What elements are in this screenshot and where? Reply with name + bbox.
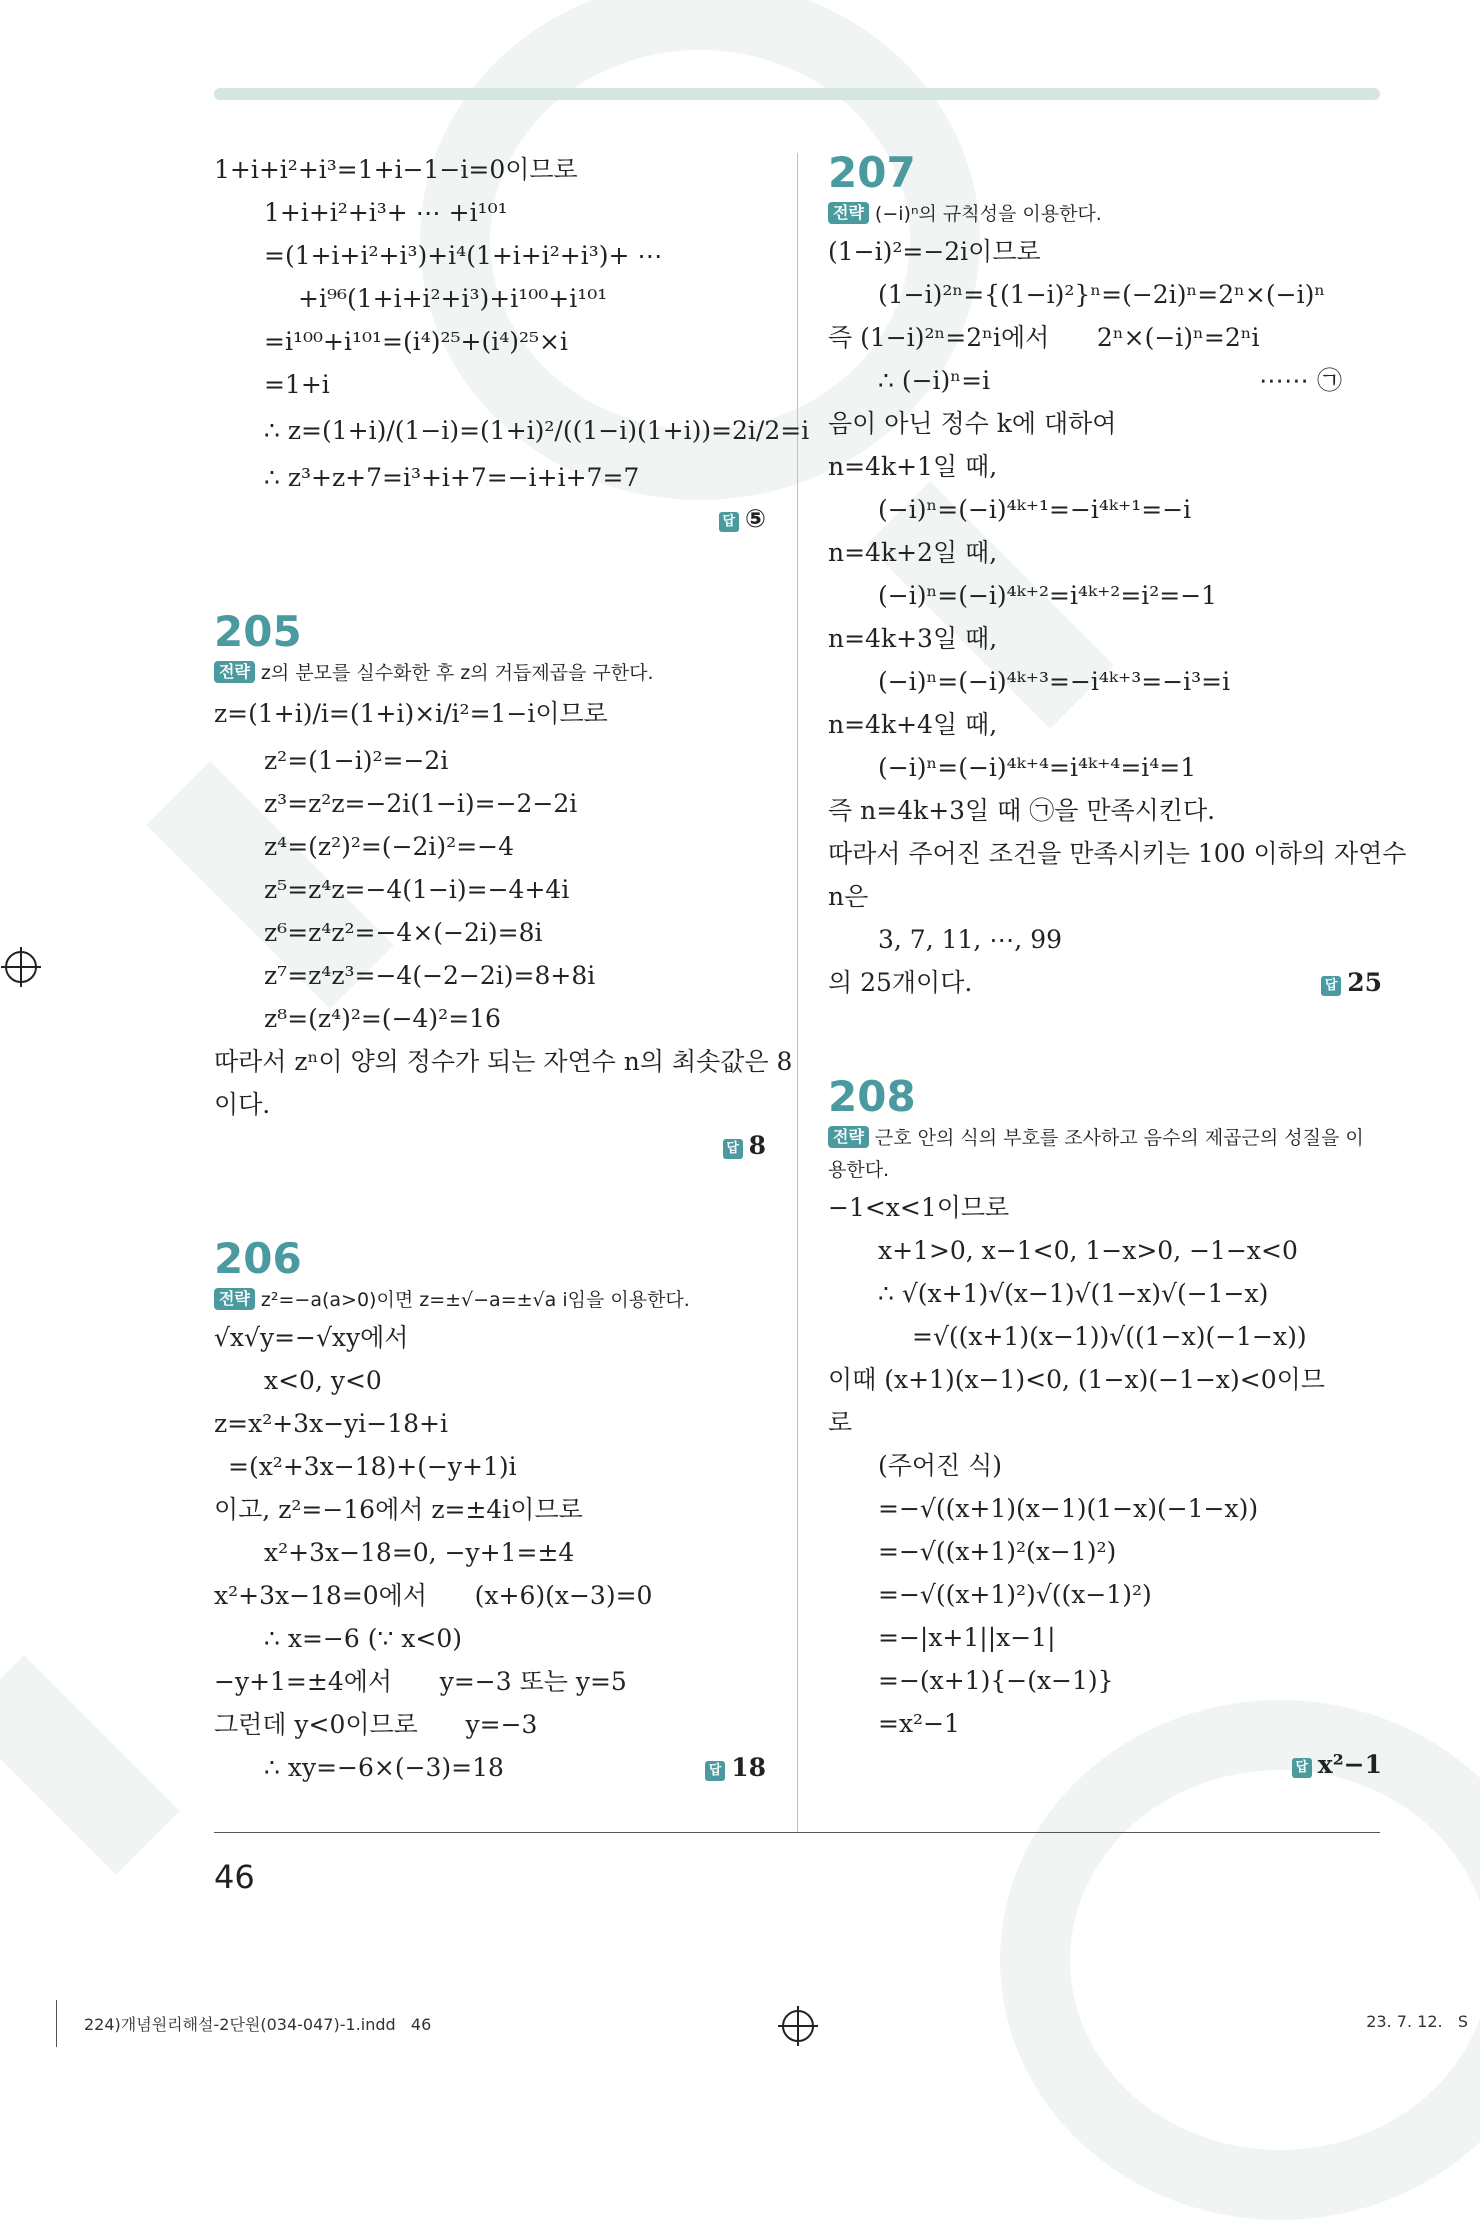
answer-value: 18 — [731, 1753, 766, 1782]
answer-value: x²−1 — [1317, 1750, 1382, 1779]
solution-line: z³=z²z=−2i(1−i)=−2−2i — [264, 789, 578, 818]
strategy-line — [214, 657, 766, 689]
solution-line: 로 — [828, 1408, 853, 1437]
solution-line: z=(1+i)/i=(1+i)×i/i²=1−i이므로 — [214, 699, 608, 728]
solution-line: ∴ z³+z+7=i³+i+7=−i+i+7=7 — [264, 463, 640, 492]
top-decorative-bar — [214, 88, 1380, 100]
problem-208 — [828, 1072, 1382, 1785]
answer-line — [214, 1126, 766, 1166]
solution-line: 이고, z²=−16에서 z=±4i이므로 — [214, 1495, 583, 1524]
crop-mark — [56, 2000, 57, 2047]
strategy-text: 근호 안의 식의 부호를 조사하고 음수의 제곱근의 성질을 이용한다. — [828, 1127, 1364, 1181]
solution-line: =−|x+1||x−1| — [878, 1623, 1056, 1652]
solution-line: 이때 (x+1)(x−1)<0, (1−x)(−1−x)<0이므 — [828, 1365, 1325, 1394]
solution-line: =−√((x+1)²(x−1)²) — [878, 1537, 1117, 1566]
solution-line: (−i)ⁿ=(−i)⁴ᵏ⁺⁴=i⁴ᵏ⁺⁴=i⁴=1 — [878, 753, 1197, 782]
strategy-line — [828, 198, 1382, 230]
page-number: 46 — [214, 1858, 255, 1896]
solution-line: =−√((x+1)(x−1)(1−x)(−1−x)) — [878, 1494, 1259, 1523]
strategy-line — [214, 1284, 766, 1316]
problem-number: 208 — [828, 1072, 916, 1121]
strategy-tag: 전략 — [828, 202, 869, 224]
solution-line: z²=(1−i)²=−2i — [264, 746, 449, 775]
equation-marker: ⋯⋯ ㉠ — [1259, 366, 1342, 395]
solution-line: =(x²+3x−18)+(−y+1)i — [228, 1452, 517, 1481]
bottom-rule — [214, 1832, 1380, 1833]
problem-206 — [214, 1234, 766, 1789]
answer-line — [705, 1746, 766, 1789]
left-column — [214, 148, 810, 1789]
solution-line: 그런데 y<0이므로 y=−3 — [214, 1710, 538, 1739]
solution-line: z⁴=(z²)²=(−2i)²=−4 — [264, 832, 514, 861]
prev-solution — [214, 148, 810, 539]
solution-line: 따라서 주어진 조건을 만족시키는 100 이하의 자연수 — [828, 839, 1407, 868]
solution-line: x<0, y<0 — [264, 1366, 382, 1395]
strategy-tag: 전략 — [828, 1126, 869, 1148]
solution-line: =√((x+1)(x−1))√((1−x)(−1−x)) — [912, 1322, 1307, 1351]
solution-line: n=4k+4일 때, — [828, 710, 998, 739]
problem-number: 205 — [214, 607, 302, 656]
solution-line: n=4k+2일 때, — [828, 538, 998, 567]
registration-mark-icon — [5, 951, 37, 983]
answer-value: ⑤ — [744, 504, 766, 533]
answer-icon: 답 — [1292, 1758, 1312, 1778]
solution-line: 이다. — [214, 1090, 271, 1119]
solution-line: −y+1=±4에서 y=−3 또는 y=5 — [214, 1667, 627, 1696]
answer-value: 25 — [1347, 968, 1382, 997]
solution-line: (−i)ⁿ=(−i)⁴ᵏ⁺³=−i⁴ᵏ⁺³=−i³=i — [878, 667, 1231, 696]
solution-line: 3, 7, 11, ⋯, 99 — [878, 925, 1063, 954]
strategy-text: z의 분모를 실수화한 후 z의 거듭제곱을 구한다. — [260, 662, 654, 684]
solution-line: =(1+i+i²+i³)+i⁴(1+i+i²+i³)+ ⋯ — [264, 241, 663, 270]
answer-icon: 답 — [705, 1761, 725, 1781]
solution-line: 즉 n=4k+3일 때 ㉠을 만족시킨다. — [828, 796, 1216, 825]
solution-line: √x√y=−√xy에서 — [214, 1323, 409, 1352]
solution-line: 1+i+i²+i³=1+i−1−i=0이므로 — [214, 155, 578, 184]
solution-line: ∴ x=−6 (∵ x<0) — [264, 1624, 463, 1653]
solution-line: (1−i)²=−2i이므로 — [828, 237, 1041, 266]
solution-line: =i¹⁰⁰+i¹⁰¹=(i⁴)²⁵+(i⁴)²⁵×i — [264, 327, 568, 356]
problem-number: 207 — [828, 148, 916, 197]
solution-line: x²+3x−18=0에서 (x+6)(x−3)=0 — [214, 1581, 653, 1610]
solution-text: ∴ (−i)ⁿ=i — [878, 366, 991, 395]
answer-icon: 답 — [719, 512, 739, 532]
watermark-bar — [0, 1655, 180, 1874]
problem-207 — [828, 148, 1407, 1004]
solution-line: =1+i — [264, 370, 330, 399]
solution-line: 즉 (1−i)²ⁿ=2ⁿi에서 2ⁿ×(−i)ⁿ=2ⁿi — [828, 323, 1260, 352]
answer-value: 8 — [748, 1131, 766, 1160]
problem-number: 206 — [214, 1234, 302, 1283]
problem-205 — [214, 607, 793, 1166]
solution-line: z=x²+3x−yi−18+i — [214, 1409, 448, 1438]
right-column — [828, 148, 1407, 1785]
solution-line: z⁸=(z⁴)²=(−4)²=16 — [264, 1004, 501, 1033]
solution-line: (주어진 식) — [878, 1451, 1003, 1480]
solution-line: 1+i+i²+i³+ ⋯ +i¹⁰¹ — [264, 198, 508, 227]
solution-text: 의 25개이다. — [828, 968, 973, 997]
solution-line: n=4k+3일 때, — [828, 624, 998, 653]
solution-line — [828, 961, 1382, 1004]
strategy-tag: 전략 — [214, 661, 255, 683]
answer-line — [214, 499, 766, 539]
solution-line: =−(x+1){−(x−1)} — [878, 1666, 1114, 1695]
solution-line: ∴ z=(1+i)/(1−i)=(1+i)²/((1−i)(1+i))=2i/2=i — [264, 416, 810, 445]
strategy-tag: 전략 — [214, 1288, 255, 1310]
answer-line — [828, 1745, 1382, 1785]
solution-line: 음이 아닌 정수 k에 대하여 — [828, 409, 1117, 438]
strategy-text: z²=−a(a>0)이면 z=±√−a=±√a i임을 이용한다. — [260, 1289, 690, 1311]
solution-line: 따라서 zⁿ이 양의 정수가 되는 자연수 n의 최솟값은 8 — [214, 1047, 793, 1076]
solution-line — [828, 359, 1382, 402]
solution-line: =x²−1 — [878, 1709, 960, 1738]
answer-line — [1321, 961, 1382, 1004]
solution-line: z⁵=z⁴z=−4(1−i)=−4+4i — [264, 875, 570, 904]
strategy-text: (−i)ⁿ의 규칙성을 이용한다. — [874, 203, 1102, 225]
answer-icon: 답 — [1321, 976, 1341, 996]
solution-line: n은 — [828, 882, 869, 911]
solution-line: (−i)ⁿ=(−i)⁴ᵏ⁺²=i⁴ᵏ⁺²=i²=−1 — [878, 581, 1218, 610]
solution-line: ∴ √(x+1)√(x−1)√(1−x)√(−1−x) — [878, 1279, 1269, 1308]
solution-line: −1<x<1이므로 — [828, 1193, 1010, 1222]
column-divider — [797, 153, 798, 1833]
solution-text: ∴ xy=−6×(−3)=18 — [264, 1753, 504, 1782]
solution-line: +i⁹⁶(1+i+i²+i³)+i¹⁰⁰+i¹⁰¹ — [298, 284, 608, 313]
solution-line: z⁶=z⁴z²=−4×(−2i)=8i — [264, 918, 543, 947]
solution-line — [214, 1746, 766, 1789]
solution-line: (1−i)²ⁿ={(1−i)²}ⁿ=(−2i)ⁿ=2ⁿ×(−i)ⁿ — [878, 280, 1326, 309]
solution-line: n=4k+1일 때, — [828, 452, 998, 481]
solution-line: x+1>0, x−1<0, 1−x>0, −1−x<0 — [878, 1236, 1298, 1265]
strategy-line — [828, 1122, 1382, 1186]
solution-line: =−√((x+1)²)√((x−1)²) — [878, 1580, 1152, 1609]
footer-file-label: 224)개념원리해설-2단원(034-047)-1.indd 46 — [84, 2015, 432, 2034]
footer-date-label: 23. 7. 12. S — [1366, 2012, 1468, 2031]
solution-line: x²+3x−18=0, −y+1=±4 — [264, 1538, 575, 1567]
answer-icon: 답 — [723, 1139, 743, 1159]
solution-line: (−i)ⁿ=(−i)⁴ᵏ⁺¹=−i⁴ᵏ⁺¹=−i — [878, 495, 1192, 524]
solution-line: z⁷=z⁴z³=−4(−2−2i)=8+8i — [264, 961, 596, 990]
registration-mark-icon — [782, 2010, 814, 2042]
